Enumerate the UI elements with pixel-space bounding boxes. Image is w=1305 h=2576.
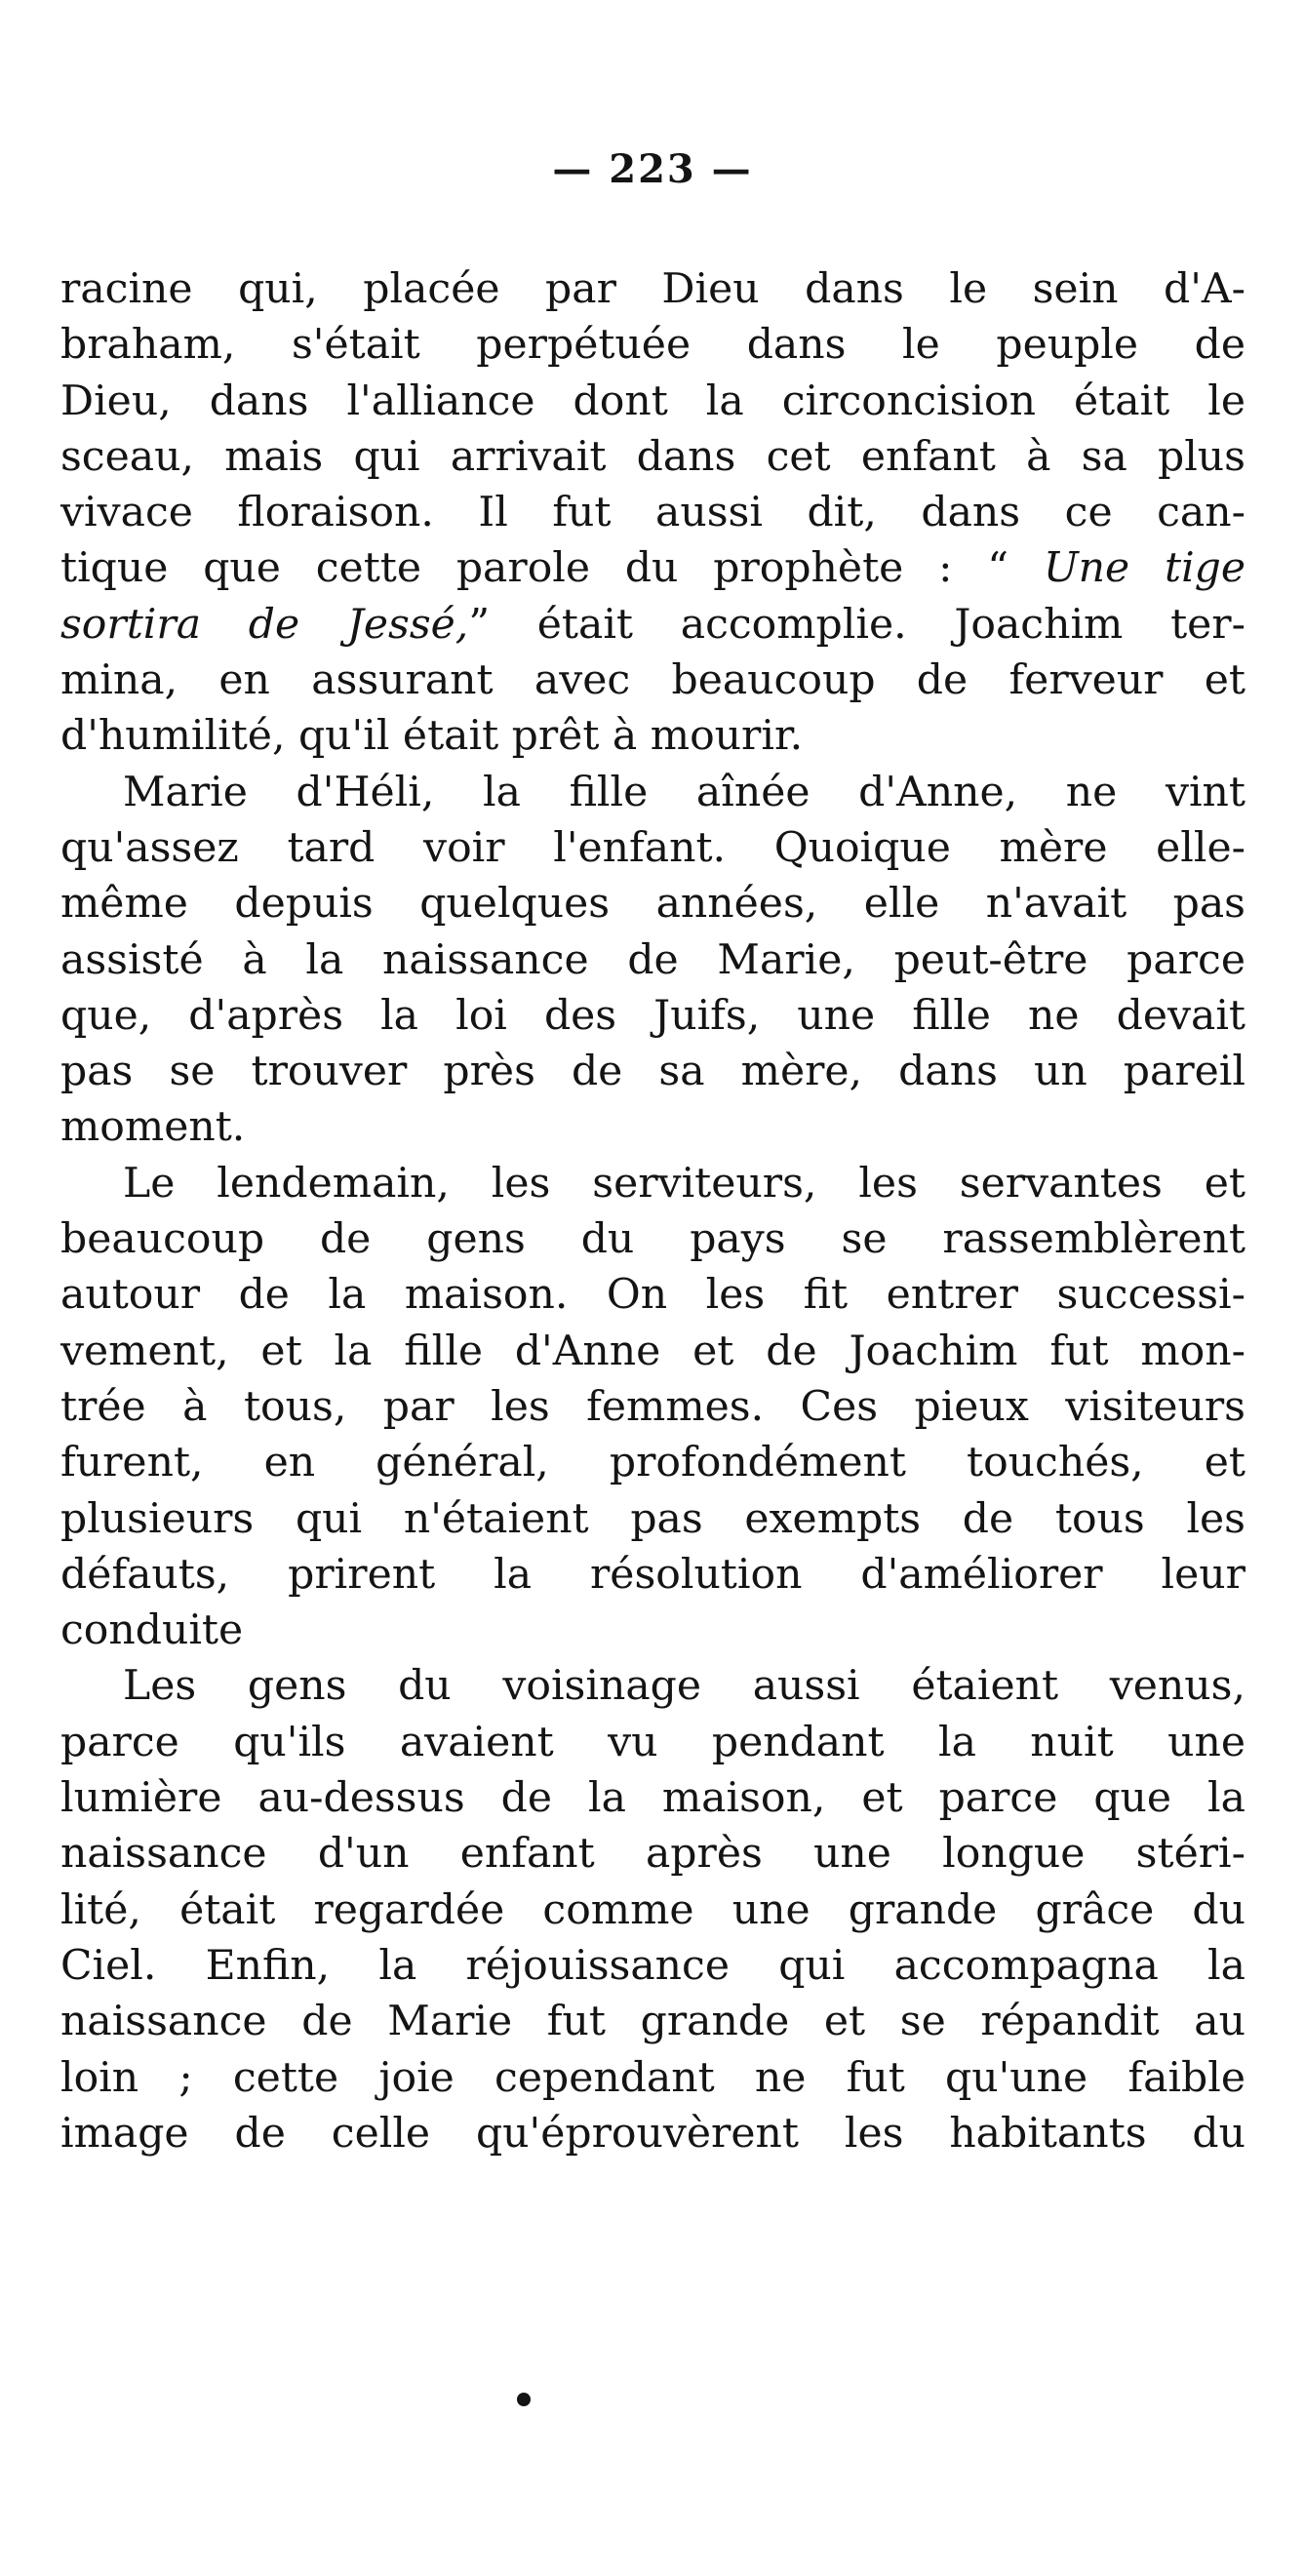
text-segment: tique que cette parole du prophète : [60,544,953,593]
text-line: sceau, mais qui arrivait dans cet enfant à sa plus [60,432,1246,481]
text-line: parce qu'ils avaient vu pendant la nuit une [60,1718,1246,1766]
text-line: vivace floraison. Il fut aussi dit, dans ce can- [60,489,1246,537]
text-line: image de celle qu'éprouvèrent les habitants du [60,2109,1246,2158]
text-line: même depuis quelques années, elle n'avait pas [60,880,1246,929]
text-line: moment. [60,1103,246,1152]
text-line: trée à tous, par les femmes. Ces pieux visiteurs [60,1382,1246,1431]
text-line: furent, en général, profondément touchés, et [60,1439,1246,1487]
quoted-text: sortira de Jessé, [60,600,469,649]
text-line: Les gens du voisinage aussi étaient venus, [123,1662,1246,1711]
text-line: conduite [60,1606,244,1655]
text-line: Dieu, dans l'alliance dont la circoncision était le [60,376,1246,425]
text-line: pas se trouver près de sa mère, dans un pareil [60,1048,1246,1096]
text-line: naissance d'un enfant après une longue stéri- [60,1830,1246,1879]
quote-mark: “ [987,544,1009,593]
text-line: mina, en assurant avec beaucoup de ferveur et [60,656,1246,705]
text-line: braham, s'était perpétuée dans le peuple de [60,321,1246,370]
text-line: vement, et la fille d'Anne et de Joachim fut mon- [60,1327,1246,1375]
text-line: racine qui, placée par Dieu dans le sein d'A- [60,265,1246,313]
text-line: lité, était regardée comme une grande grâce du [60,1885,1246,1934]
quote-mark: ” [468,600,491,649]
text-line: qu'assez tard voir l'enfant. Quoique mère elle- [60,823,1246,872]
page-number: — 223 — [552,146,753,192]
text-line: beaucoup de gens du pays se rassemblèrent [60,1215,1246,1264]
text-line: assisté à la naissance de Marie, peut-être parce [60,935,1246,984]
text-line: que, d'après la loi des Juifs, une fille ne devait [60,991,1246,1040]
text-line: Ciel. Enfin, la réjouissance qui accompagna la [60,1941,1246,1990]
text-line: loin ; cette joie cependant ne fut qu'une faible [60,2053,1246,2102]
text-line [60,540,1246,596]
body-text [60,261,1246,2161]
text-line: d'humilité, qu'il était prêt à mourir. [60,712,804,761]
text-line: Marie d'Héli, la fille aînée d'Anne, ne vint [123,768,1246,816]
quoted-text: Une tige [1008,544,1246,593]
text-segment: était accomplie. Joachim ter- [490,600,1246,649]
text-line: autour de la maison. On les fit entrer successi- [60,1271,1246,1320]
text-line: lumière au-dessus de la maison, et parce que la [60,1774,1246,1823]
text-line: naissance de Marie fut grande et se répandit au [60,1998,1246,2046]
text-line: Le lendemain, les serviteurs, les servantes et [123,1159,1246,1208]
ink-dot [517,2393,531,2406]
text-line [60,597,1246,653]
text-line: plusieurs qui n'étaient pas exempts de tous les [60,1494,1246,1543]
text-line: défauts, prirent la résolution d'améliorer leur [60,1550,1246,1599]
